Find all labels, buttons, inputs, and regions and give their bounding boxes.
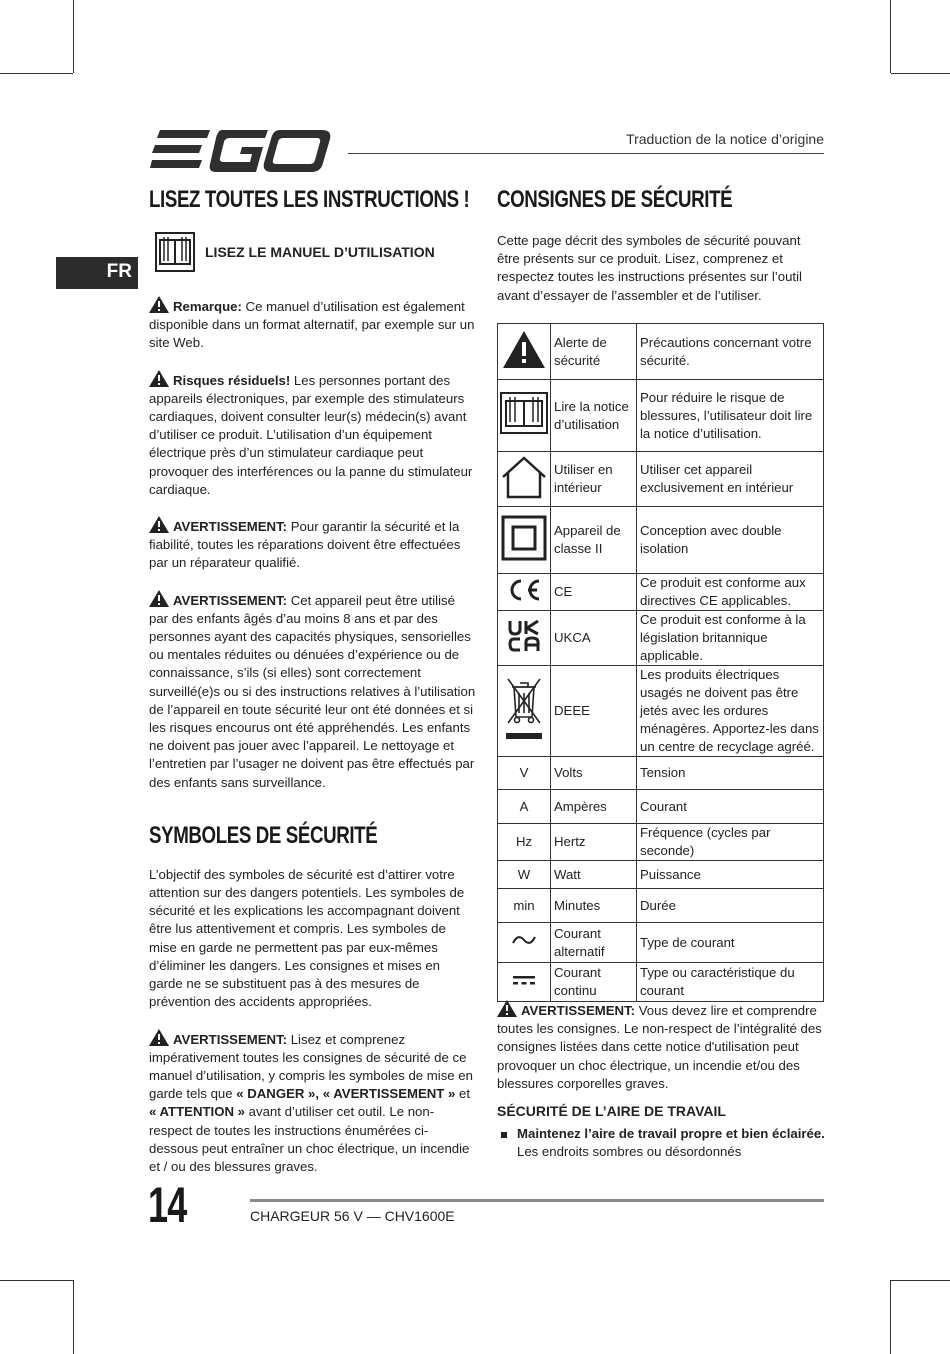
symbol-name: Watt: [551, 861, 637, 889]
dc-icon: [498, 963, 551, 1002]
note-remarque: Remarque: Ce manuel d’utilisation est également disponible dans un format alternatif, par exemple sur un site Web.: [149, 296, 477, 353]
crop-mark: [0, 73, 73, 74]
page-number: 14: [148, 1177, 187, 1233]
book-icon: [498, 380, 551, 452]
symbol-desc: Ce produit est conforme à la législation britannique applicable.: [637, 611, 824, 666]
class-ii-icon: [498, 507, 551, 574]
symbol-name: DEEE: [551, 666, 637, 757]
symbol-desc: Durée: [637, 889, 824, 923]
symbol-name: Appareil de classe II: [551, 507, 637, 574]
symbol-desc: Puissance: [637, 861, 824, 889]
book-icon: [155, 232, 195, 272]
symbol-name: Volts: [551, 757, 637, 790]
heading-read-instructions: LISEZ TOUTES LES INSTRUCTIONS !: [149, 186, 470, 213]
symbol-desc: Les produits électriques usagés ne doivent pas être jetés avec les ordures ménagères. Apportez-les dans un centre de recyclage agréé.: [637, 666, 824, 757]
table-row: [498, 611, 824, 666]
symbol-desc: Utiliser cet appareil exclusivement en intérieur: [637, 452, 824, 507]
right-column: [497, 186, 825, 305]
consignes-intro: Cette page décrit des symboles de sécurité pouvant être présents sur ce produit. Lisez, comprenez et respectez toutes les instructions présentes sur l’outil avant d’essayer de l’assembler et de l’utiliser.: [497, 233, 802, 303]
crop-mark: [890, 0, 891, 73]
unit-symbol: V: [498, 757, 551, 790]
symbol-name: Courant alternatif: [551, 923, 637, 963]
note-avertissement-2: AVERTISSEMENT: Cet appareil peut être utilisé par des enfants âgés d’au moins 8 ans et par des personnes ayant des capacités physiques, sensorielles ou mentales réduites ou dénuées d’expérience ou de connaissance, s’ils (si elles) sont correctement surveillé(e)s ou si des instructions relatives à l’utilisation de l’appareil en toute sécurité leur ont été données et si les risques encourus ont été appréhendés. Les enfants ne doivent pas jouer avec l’appareil. Le nettoyage et l’entretien par l’usager ne doivent pas être effectués par des enfants sans surveillance.: [149, 590, 477, 792]
crop-mark: [0, 1280, 73, 1281]
crop-mark: [891, 73, 950, 74]
table-row: [498, 666, 824, 757]
table-row: [498, 507, 824, 574]
symbol-name: Alerte de sécurité: [551, 324, 637, 380]
warning-icon: [497, 1000, 517, 1017]
symbol-desc: Courant: [637, 790, 824, 824]
crop-mark: [890, 1280, 891, 1354]
ego-logo: [150, 130, 332, 177]
final-warning: AVERTISSEMENT: Lisez et comprenez impérativement toutes les consignes de sécurité de ce manuel d’utilisation, y compris les symboles de mise en garde tels que « DANGER », « AVERTISSEMENT » et « ATTENTION » avant d’utiliser cet outil. Le non-respect de toutes les instructions énumérées ci-dessous peut entraîner un choc électrique, un incendie et / ou des blessures graves.: [149, 1029, 477, 1177]
symbol-desc: Précautions concernant votre sécurité.: [637, 324, 824, 380]
house-icon: [498, 452, 551, 507]
symbol-name: Hertz: [551, 824, 637, 861]
right-lower: [497, 1000, 825, 1161]
symbol-name: Utiliser en intérieur: [551, 452, 637, 507]
header-subtitle: Traduction de la notice d’origine: [626, 131, 824, 147]
symbols-intro: L’objectif des symboles de sécurité est d’attirer votre attention sur des dangers potentiels. Les symboles de sécurité et les explications les accompagnant doivent être lus attentivement et compris. Les symboles de mise en garde ne permettent pas par eux-mêmes d’éliminer les dangers. Les consignes et mises en garde ne se substituent pas à des mesures de prévention des accidents appropriées.: [149, 866, 465, 1010]
right-warning: AVERTISSEMENT: Vous devez lire et comprendre toutes les consignes. Le non-respect de l’intégralité des consignes listées dans cette notice d'utilisation peut provoquer un choc électrique, un incendie et/ou des blessures corporelles graves.: [497, 1000, 825, 1093]
symbol-name: UKCA: [551, 611, 637, 666]
manual-label: LISEZ LE MANUEL D’UTILISATION: [205, 244, 435, 260]
symbol-name: Ampères: [551, 790, 637, 824]
table-row: [498, 574, 824, 611]
symbol-desc: Type de courant: [637, 923, 824, 963]
warning-triangle-icon: [498, 324, 551, 380]
warning-icon: [149, 1029, 169, 1046]
warning-icon: [149, 590, 169, 607]
work-area-heading: SÉCURITÉ DE L’AIRE DE TRAVAIL: [497, 1103, 726, 1120]
symbol-desc: Fréquence (cycles par seconde): [637, 824, 824, 861]
symbol-name: Courant continu: [551, 963, 637, 1002]
language-tab: FR: [56, 257, 138, 289]
unit-symbol: Hz: [498, 824, 551, 861]
note-risques: Risques résiduels! Les personnes portant des appareils électroniques, par exemple des stimulateurs cardiaques, doivent consulter leur(s) médecin(s) avant d’utiliser ce produit. L’utilisation d’un équipement électrique près d’un stimulateur cardiaque peut provoquer des interférences ou la panne du stimulateur cardiaque.: [149, 370, 477, 499]
list-item: Maintenez l’aire de travail propre et bien éclairée. Les endroits sombres ou désordonnés: [497, 1125, 825, 1161]
symbol-name: CE: [551, 574, 637, 611]
symbols-table: [497, 323, 824, 1002]
manual-row: [155, 232, 477, 272]
unit-symbol: A: [498, 790, 551, 824]
ukca-icon: [498, 611, 551, 666]
crop-mark: [73, 1280, 74, 1354]
symbol-desc: Ce produit est conforme aux directives CE applicables.: [637, 574, 824, 611]
warning-icon: [149, 296, 169, 313]
warning-icon: [149, 370, 169, 387]
symbol-name: Lire la notice d’utilisation: [551, 380, 637, 452]
warning-icon: [149, 516, 169, 533]
weee-bin-icon: [498, 666, 551, 757]
table-row: [498, 757, 824, 790]
unit-symbol: min: [498, 889, 551, 923]
table-row: [498, 790, 824, 824]
header-rule: [348, 153, 824, 154]
table-row: [498, 380, 824, 452]
bullet-square: [501, 1132, 507, 1138]
ce-icon: [498, 574, 551, 611]
crop-mark: [73, 0, 74, 73]
symbol-desc: Type ou caractéristique du courant: [637, 963, 824, 1002]
heading-symbols: SYMBOLES DE SÉCURITÉ: [149, 821, 378, 849]
ac-wave-icon: [498, 923, 551, 963]
crop-mark: [891, 1280, 950, 1281]
symbol-name: Minutes: [551, 889, 637, 923]
left-column: [149, 186, 477, 1176]
unit-symbol: W: [498, 861, 551, 889]
table-row: [498, 963, 824, 1002]
symbol-desc: Pour réduire le risque de blessures, l’utilisateur doit lire la notice d’utilisation.: [637, 380, 824, 452]
table-row: [498, 452, 824, 507]
footer-rule: [250, 1199, 824, 1202]
symbol-desc: Conception avec double isolation: [637, 507, 824, 574]
table-row: [498, 324, 824, 380]
table-row: [498, 889, 824, 923]
footer-text: CHARGEUR 56 V — CHV1600E: [250, 1208, 455, 1224]
note-avertissement-1: AVERTISSEMENT: Pour garantir la sécurité et la fiabilité, toutes les réparations doivent être effectuées par un réparateur qualifié.: [149, 516, 477, 573]
table-row: [498, 824, 824, 861]
heading-consignes: CONSIGNES DE SÉCURITÉ: [497, 186, 733, 213]
table-row: [498, 923, 824, 963]
table-row: [498, 861, 824, 889]
symbol-desc: Tension: [637, 757, 824, 790]
